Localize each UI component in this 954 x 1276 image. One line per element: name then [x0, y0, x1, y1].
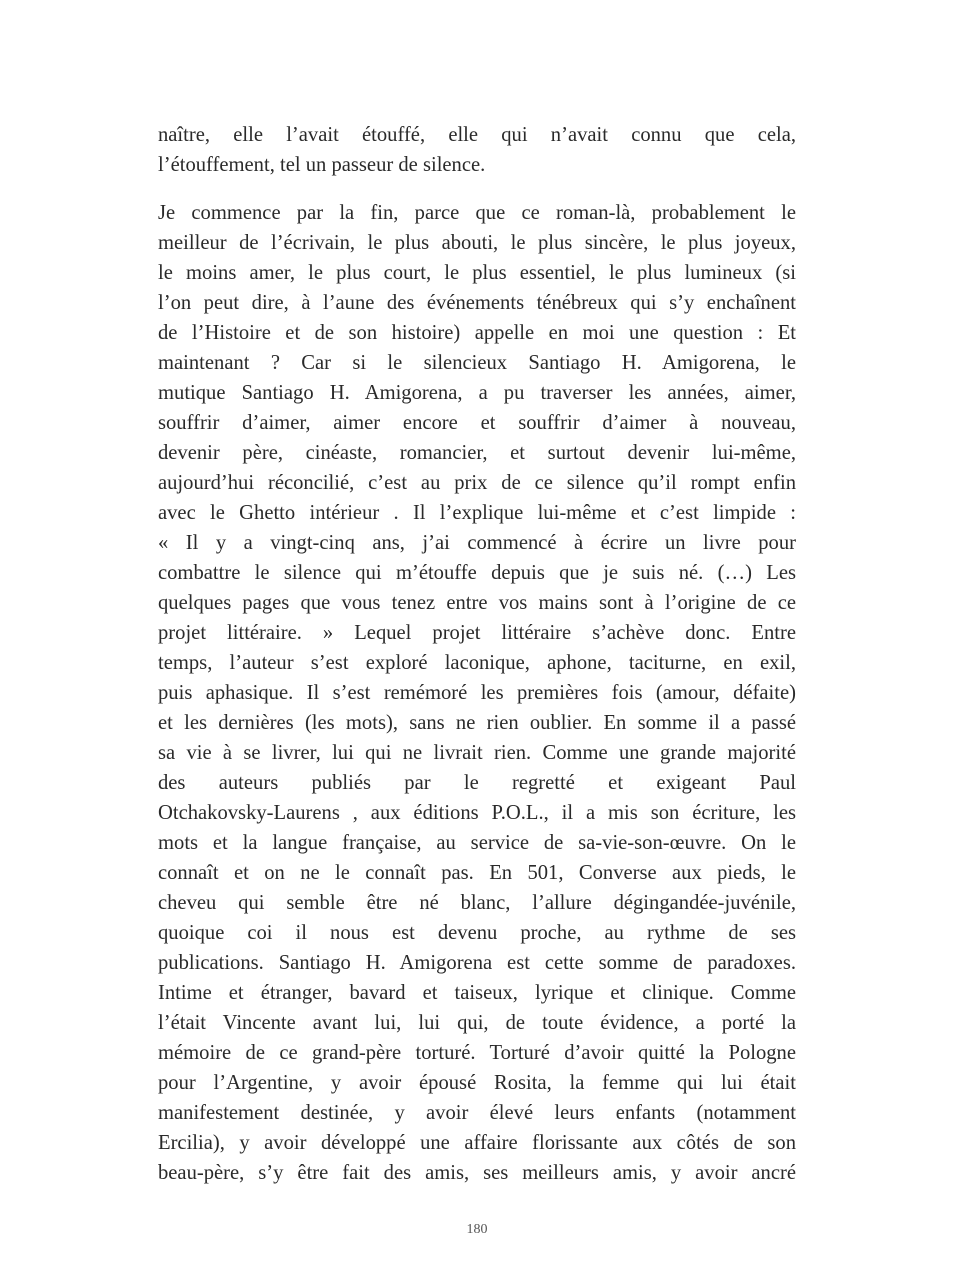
text-line: souffrir d’aimer, aimer encore et souffrir d’aimer à nouveau,: [158, 412, 796, 434]
text-line: pour l’Argentine, y avoir épousé Rosita, la femme qui lui était: [158, 1072, 796, 1094]
text-line: « Il y a vingt-cinq ans, j’ai commencé à écrire un livre pour: [158, 532, 796, 554]
text-line: mémoire de ce grand-père torturé. Torturé d’avoir quitté la Pologne: [158, 1042, 796, 1064]
text-line: combattre le silence qui m’étouffe depuis que je suis né. (…) Les: [158, 562, 796, 584]
text-line: publications. Santiago H. Amigorena est cette somme de paradoxes.: [158, 952, 796, 974]
text-line: mutique Santiago H. Amigorena, a pu traverser les années, aimer,: [158, 382, 796, 404]
text-line: puis aphasique. Il s’est remémoré les premières fois (amour, défaite): [158, 682, 796, 704]
text-line: l’était Vincente avant lui, lui qui, de toute évidence, a porté la: [158, 1012, 796, 1034]
text-line: Je commence par la fin, parce que ce roman-là, probablement le: [158, 202, 796, 224]
text-line: avec le Ghetto intérieur . Il l’explique lui-même et c’est limpide :: [158, 502, 796, 524]
text-line: des auteurs publiés par le regretté et exigeant Paul: [158, 772, 796, 794]
text-line: Otchakovsky-Laurens , aux éditions P.O.L., il a mis son écriture, les: [158, 802, 796, 824]
text-line: Intime et étranger, bavard et taiseux, lyrique et clinique. Comme: [158, 982, 796, 1004]
text-line: manifestement destinée, y avoir élevé leurs enfants (notamment: [158, 1102, 796, 1124]
text-line: naître, elle l’avait étouffé, elle qui n’avait connu que cela,: [158, 124, 796, 146]
text-line: l’on peut dire, à l’aune des événements ténébreux qui s’y enchaînent: [158, 292, 796, 314]
text-line: quelques pages que vous tenez entre vos mains sont à l’origine de ce: [158, 592, 796, 614]
text-line: mots et la langue française, au service de sa-vie-son-œuvre. On le: [158, 832, 796, 854]
text-line: devenir père, cinéaste, romancier, et surtout devenir lui-même,: [158, 442, 796, 464]
text-line: maintenant ? Car si le silencieux Santiago H. Amigorena, le: [158, 352, 796, 374]
paragraph-1: [158, 120, 796, 180]
text-line: quoique coi il nous est devenu proche, au rythme de ses: [158, 922, 796, 944]
text-line: sa vie à se livrer, lui qui ne livrait rien. Comme une grande majorité: [158, 742, 796, 764]
paragraph-2: [158, 198, 796, 1188]
text-line: Ercilia), y avoir développé une affaire florissante aux côtés de son: [158, 1132, 796, 1154]
text-line: temps, l’auteur s’est exploré laconique, aphone, taciturne, en exil,: [158, 652, 796, 674]
text-line: meilleur de l’écrivain, le plus abouti, le plus sincère, le plus joyeux,: [158, 232, 796, 254]
text-line: cheveu qui semble être né blanc, l’allure dégingandée-juvénile,: [158, 892, 796, 914]
text-line: beau-père, s’y être fait des amis, ses meilleurs amis, y avoir ancré: [158, 1162, 796, 1184]
page-number: 180: [466, 1222, 488, 1237]
text-line: le moins amer, le plus court, le plus essentiel, le plus lumineux (si: [158, 262, 796, 284]
text-line: connaît et on ne le connaît pas. En 501, Converse aux pieds, le: [158, 862, 796, 884]
text-line: l’étouffement, tel un passeur de silence.: [158, 154, 486, 176]
text-line: aujourd’hui réconcilié, c’est au prix de ce silence qu’il rompt enfin: [158, 472, 796, 494]
text-line: et les dernières (les mots), sans ne rien oublier. En somme il a passé: [158, 712, 796, 734]
text-line: projet littéraire. » Lequel projet littéraire s’achève donc. Entre: [158, 622, 796, 644]
text-line: de l’Histoire et de son histoire) appelle en moi une question : Et: [158, 322, 796, 344]
